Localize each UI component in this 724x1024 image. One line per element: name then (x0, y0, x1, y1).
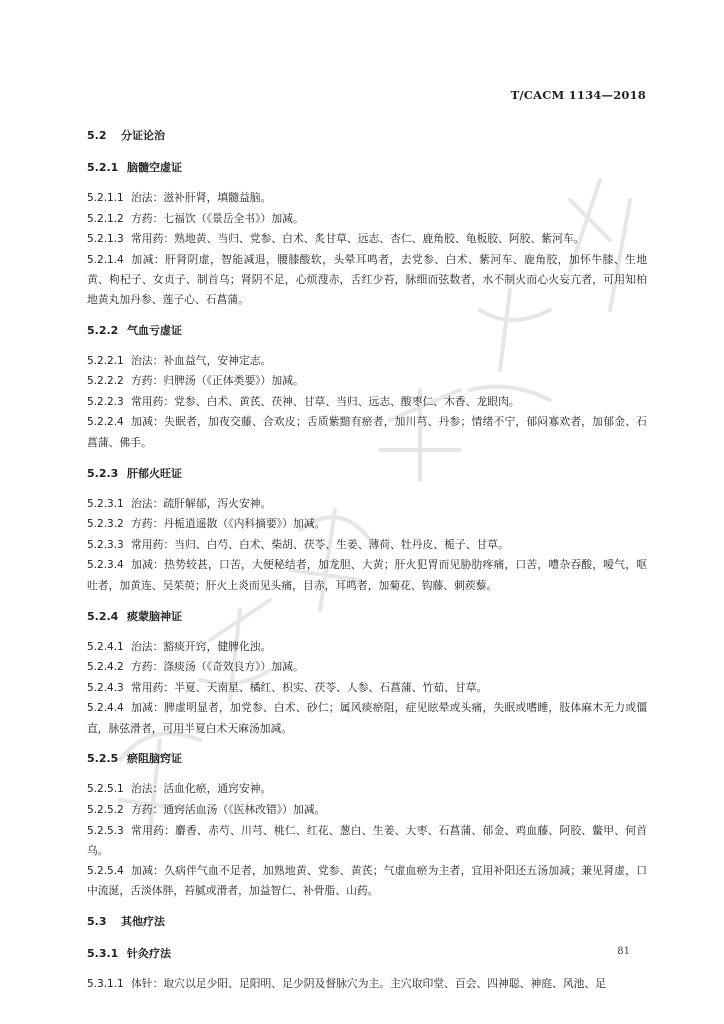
clause-text: 常用药：半夏、天南星、橘红、枳实、茯苓、人参、石菖蒲、竹茹、甘草。 (131, 680, 488, 694)
heading-number: 5.3.1 (87, 947, 119, 961)
clause-text: 方药：涤痰汤（《奇效良方》）加减。 (131, 660, 304, 674)
clause-paragraph (87, 861, 647, 901)
heading-number: 5.2.3 (87, 466, 119, 480)
clause-text: 治法：豁痰开窍，健脾化浊。 (131, 639, 272, 653)
clause-paragraph (87, 371, 647, 392)
clause-paragraph (87, 188, 647, 209)
clause-number: 5.2.1.3 (87, 233, 124, 246)
clause-text: 方药：丹栀逍遥散（《内科摘要》）加减。 (131, 517, 326, 531)
clause-text: 加减：热势较甚，口苦，大便秘结者，加龙胆、大黄；肝火犯胃而见胁肋疼痛，口苦，嘈杂吞酸，嗳气，呕吐者，加黄连、吴茱萸；肝火上炎而见头痛，目赤，耳鸣者，加菊花、钩藤、刺蒺藜。 (87, 558, 647, 592)
heading-title: 其他疗法 (121, 915, 165, 929)
clause-number: 5.2.2.1 (87, 354, 124, 367)
section-heading (87, 912, 647, 932)
clause-paragraph (87, 535, 647, 556)
clause-group (87, 494, 647, 596)
page-number: 81 (617, 946, 630, 957)
main-content (87, 126, 647, 1006)
heading-title: 肝郁火旺证 (127, 466, 182, 480)
clause-number: 5.2.3.4 (87, 559, 124, 572)
clause-text: 加减：久病伴气血不足者，加熟地黄、党参、黄芪；气虚血瘀为主者，宜用补阳还五汤加减；兼见肾虚，口中流涎，舌淡体胖，苔腻或滑者，加益智仁、补骨脂、山药。 (87, 863, 647, 898)
subsection-heading (87, 749, 647, 769)
clause-group (87, 974, 647, 995)
clause-paragraph (87, 229, 647, 250)
heading-number: 5.2.1 (87, 161, 119, 174)
clause-number: 5.2.3.1 (87, 497, 124, 510)
heading-number: 5.2.4 (87, 609, 119, 623)
heading-number: 5.3 (87, 915, 107, 929)
clause-number: 5.3.1.1 (87, 978, 124, 991)
clause-group (87, 188, 647, 310)
heading-title: 痰蒙脑神证 (127, 609, 182, 623)
clause-text: 治法：活血化瘀，通窍安神。 (131, 782, 272, 796)
clause-paragraph (87, 351, 647, 372)
clause-text: 加减：脾虚明显者，加党参、白术、砂仁；属风痰瘀阻，症见眩晕或头痛，失眠或嗜睡，肢体麻木无力或僵直，脉弦滑者，可用半夏白术天麻汤加减。 (87, 701, 647, 735)
document-identifier: T/CACM 1134—2018 (510, 88, 646, 102)
clause-paragraph (87, 494, 647, 515)
subsection-heading (87, 944, 647, 964)
clause-paragraph (87, 974, 647, 995)
clause-paragraph (87, 392, 647, 413)
clause-text: 方药：通窍活血汤（《医林改错》）加减。 (131, 803, 326, 817)
clause-text: 加减：肝肾阴虚，智能减退，腰膝酸软，头晕耳鸣者，去党参、白术、紫河车、鹿角胶，加怀牛膝、生地黄、枸杞子、女贞子、制首乌；肾阴不足，心烦溲赤，舌红少苔，脉细而弦数者，水不制火而心火妄亢者，可用知柏地黄丸加丹参、莲子心、石菖蒲。 (87, 252, 647, 306)
clause-text: 常用药：熟地黄、当归、党参、白术、炙甘草、远志、杏仁、鹿角胶、龟板胶、阿胶、紫河车。 (131, 232, 585, 246)
clause-number: 5.2.4.1 (87, 640, 124, 653)
clause-number: 5.2.1.2 (87, 212, 124, 225)
clause-text: 方药：归脾汤（《正体类要》）加减。 (131, 374, 304, 388)
clause-text: 常用药：麝香、赤芍、川芎、桃仁、红花、葱白、生姜、大枣、石菖蒲、郁金、鸡血藤、阿胶、鳖甲、何首乌。 (87, 823, 647, 858)
clause-paragraph (87, 678, 647, 699)
clause-number: 5.2.3.3 (87, 538, 124, 551)
heading-title: 针灸疗法 (127, 947, 171, 961)
subsection-heading (87, 321, 647, 341)
clause-group (87, 637, 647, 739)
clause-number: 5.2.1.4 (87, 253, 124, 266)
clause-text: 方药：七福饮（《景岳全书》）加减。 (131, 211, 304, 225)
heading-title: 脑髓空虚证 (127, 161, 182, 174)
clause-text: 常用药：当归、白芍、白术、柴胡、茯苓、生姜、薄荷、牡丹皮、栀子、甘草。 (131, 537, 509, 551)
heading-number: 5.2.2 (87, 323, 119, 337)
clause-number: 5.2.1.1 (87, 192, 124, 204)
clause-number: 5.2.5.4 (87, 864, 124, 877)
heading-title: 瘀阻脑窍证 (127, 752, 182, 766)
clause-paragraph (87, 779, 647, 800)
clause-paragraph (87, 209, 647, 230)
clause-number: 5.2.5.1 (87, 783, 124, 796)
clause-number: 5.2.2.2 (87, 375, 124, 388)
section-heading (87, 126, 647, 146)
clause-paragraph (87, 555, 647, 595)
clause-number: 5.2.5.2 (87, 804, 124, 817)
clause-number: 5.2.4.3 (87, 681, 124, 694)
subsection-heading (87, 464, 647, 484)
clause-text: 治法：滋补肝肾，填髓益脑。 (131, 191, 272, 204)
subsection-heading (87, 158, 647, 178)
clause-group (87, 779, 647, 901)
clause-paragraph (87, 412, 647, 452)
clause-text: 治法：疏肝解郁，泻火安神。 (131, 496, 272, 510)
clause-paragraph (87, 821, 647, 861)
clause-paragraph (87, 637, 647, 658)
clause-text: 加减：失眠者，加夜交藤、合欢皮；舌质紫黯有瘀者，加川芎、丹参；情绪不宁，郁闷寡欢者，加郁金、石菖蒲、佛手。 (87, 415, 647, 449)
clause-number: 5.2.5.3 (87, 824, 124, 837)
heading-number: 5.2.5 (87, 752, 119, 766)
clause-number: 5.2.2.3 (87, 395, 124, 408)
clause-number: 5.2.4.4 (87, 702, 124, 715)
clause-number: 5.2.4.2 (87, 661, 124, 674)
clause-paragraph (87, 250, 647, 310)
clause-paragraph (87, 657, 647, 678)
clause-number: 5.2.2.4 (87, 416, 124, 429)
heading-number: 5.2 (87, 129, 107, 142)
heading-title: 气血亏虚证 (127, 323, 182, 337)
clause-paragraph (87, 514, 647, 535)
clause-text: 体针：取穴以足少阳、足阳明、足少阴及督脉穴为主。主穴取印堂、百会、四神聪、神庭、风池、足 (131, 977, 607, 991)
subsection-heading (87, 607, 647, 627)
clause-paragraph (87, 698, 647, 738)
clause-text: 治法：补血益气，安神定志。 (131, 353, 272, 367)
heading-title: 分证论治 (121, 129, 165, 142)
clause-number: 5.2.3.2 (87, 518, 124, 531)
clause-paragraph (87, 800, 647, 821)
clause-text: 常用药：党参、白术、黄芪、茯神、甘草、当归、远志、酸枣仁、木香、龙眼肉。 (131, 394, 520, 408)
clause-group (87, 351, 647, 453)
